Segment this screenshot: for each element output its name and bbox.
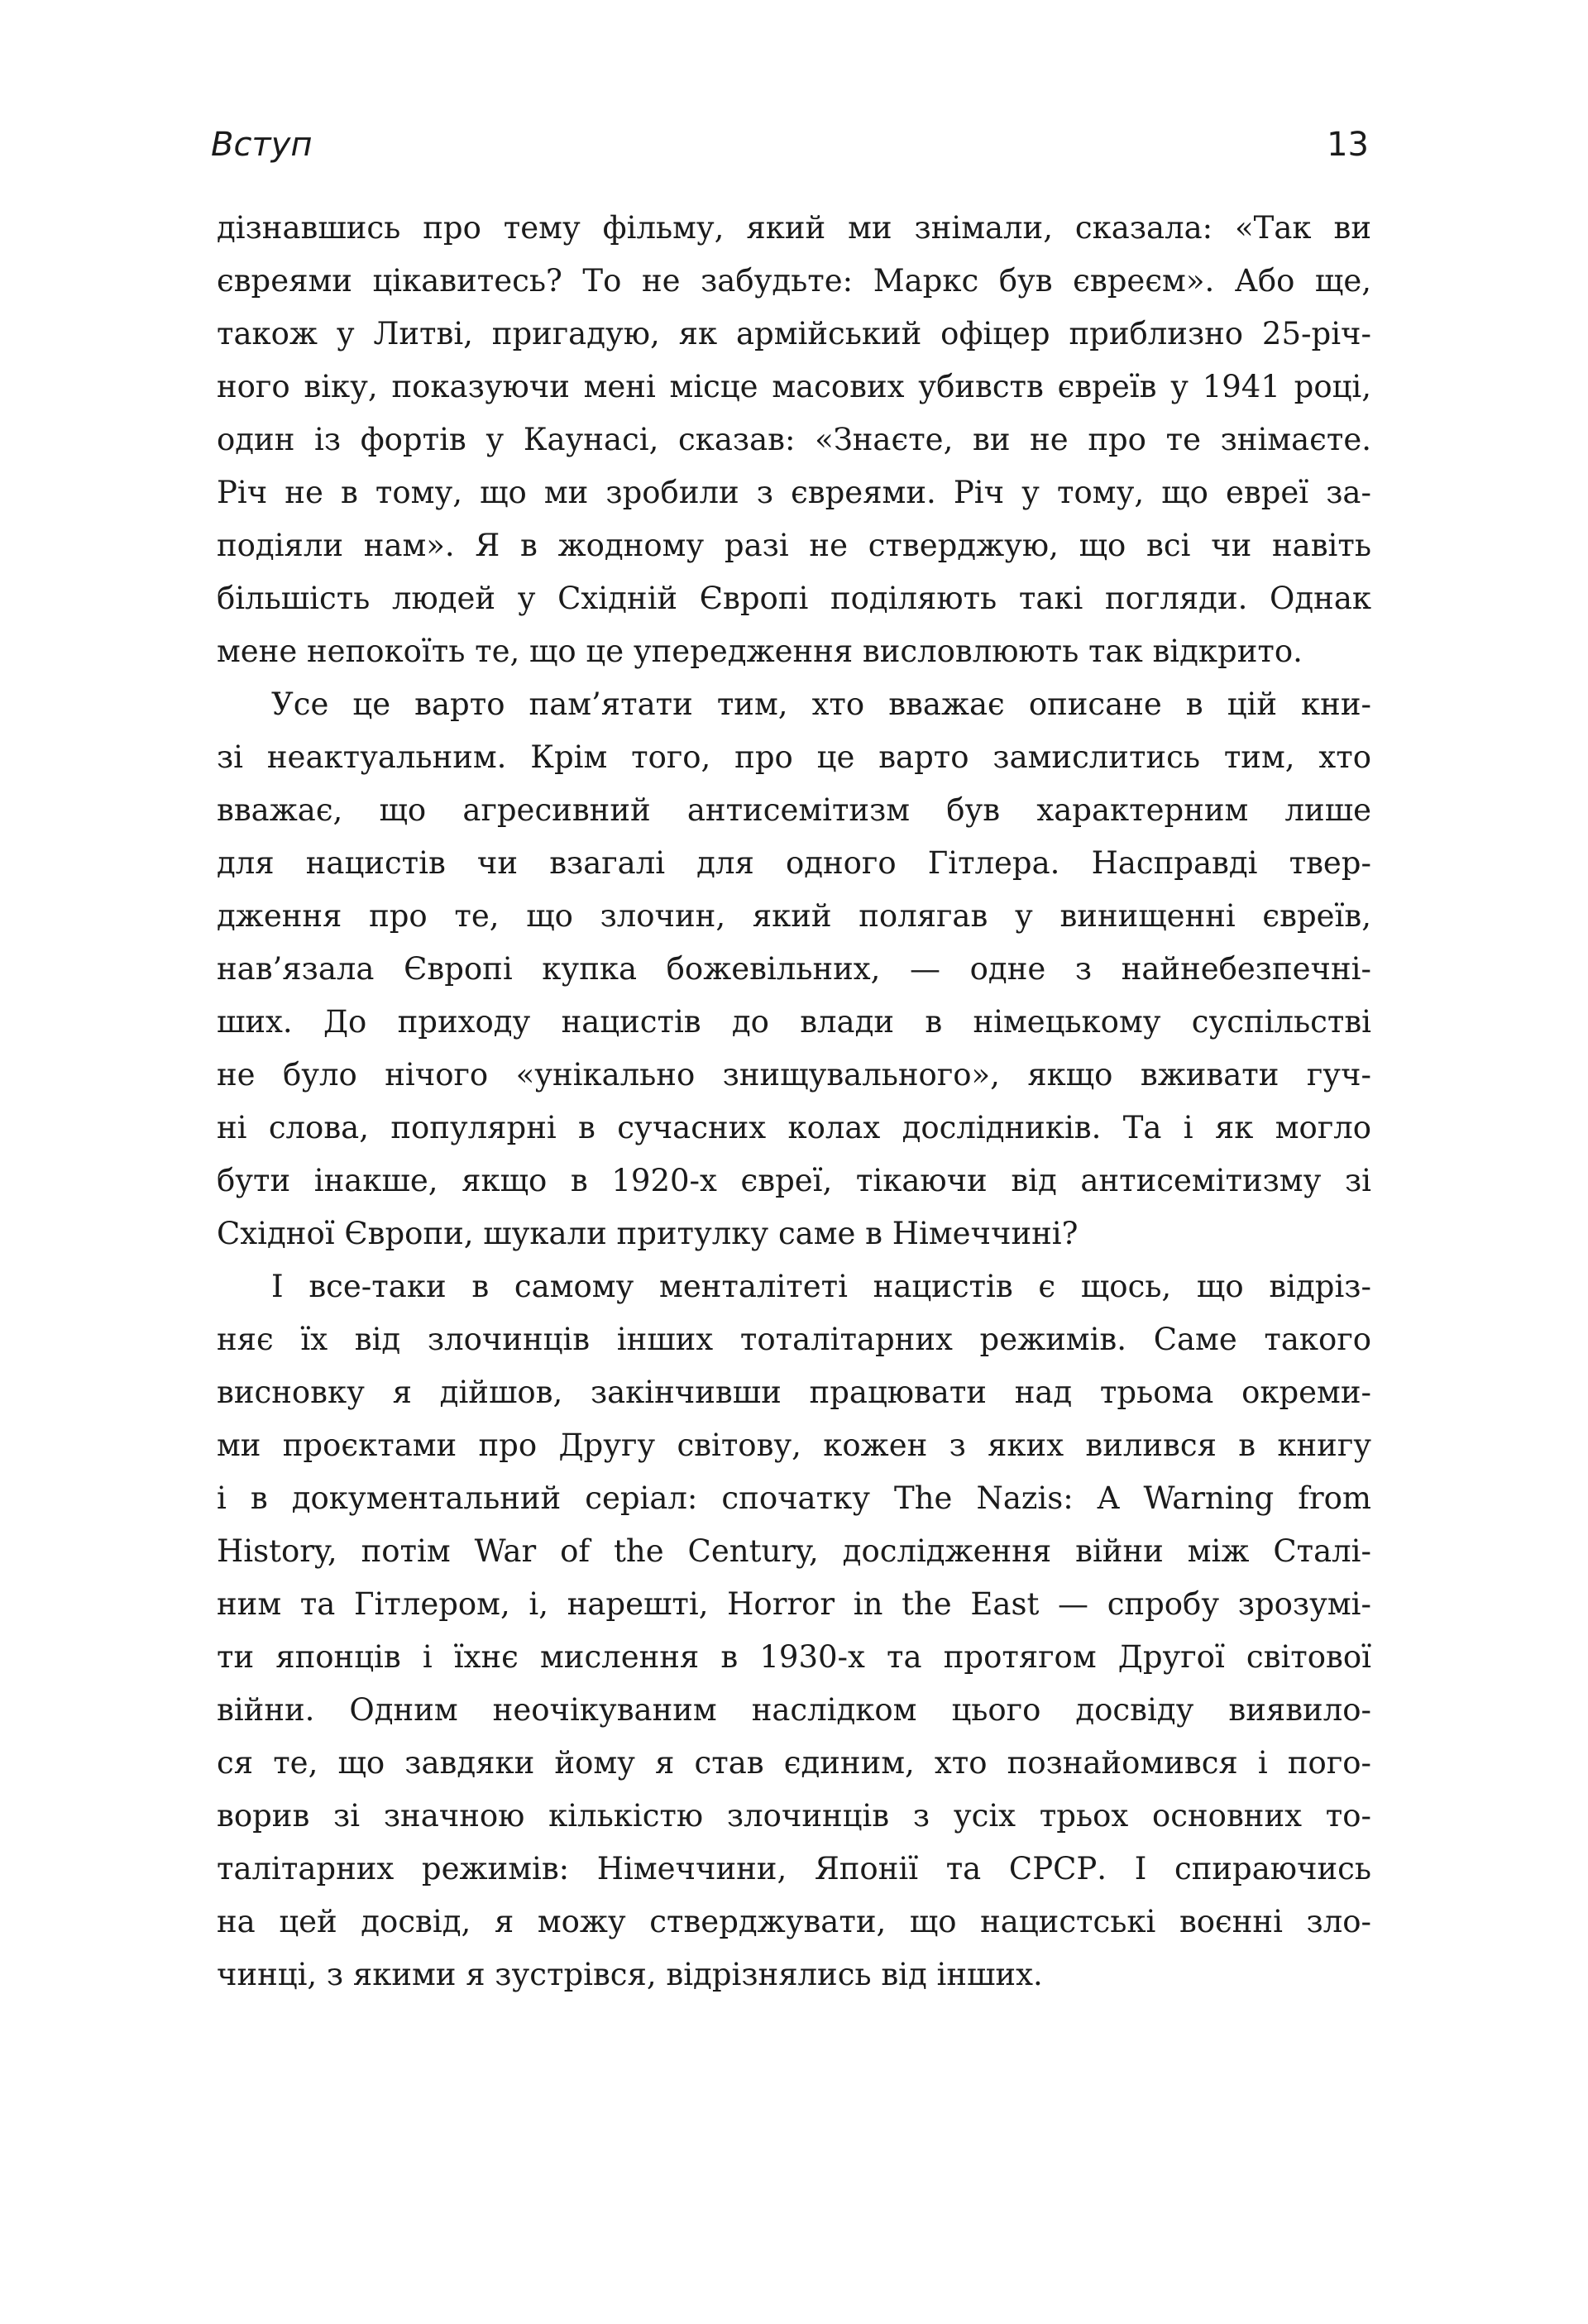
text-line: не було нічого «унікально знищувального», якщо вживати гуч- — [217, 1057, 1371, 1093]
page-number: 13 — [1327, 126, 1369, 164]
text-line: ного віку, показуючи мені місце масових убивств євреїв у 1941 році, — [217, 369, 1371, 404]
text-line: ших. До приходу нацистів до влади в німецькому суспільстві — [217, 1004, 1371, 1040]
text-line: History, потім War of the Century, дослідження війни між Сталі- — [217, 1533, 1371, 1569]
text-line: також у Литві, пригадую, як армійський офіцер приблизно 25-річ- — [217, 316, 1371, 351]
text-line: ми проєктами про Другу світову, кожен з яких вилився в книгу — [217, 1427, 1371, 1463]
text-line: Річ не в тому, що ми зробили з євреями. Річ у тому, що евреї за- — [217, 475, 1371, 510]
text-line: більшість людей у Східній Європі поділяють такі погляди. Однак — [217, 581, 1371, 616]
text-line: вважає, що агресивний антисемітизм був характерним лише — [217, 792, 1371, 828]
paragraph-first-line: І все-таки в самому менталітеті нацистів є щось, що відріз- — [271, 1269, 1371, 1304]
text-line: і в документальний серіал: спочатку The Nazis: A Warning from — [217, 1480, 1371, 1516]
text-line: ним та Гітлером, і, нарешті, Horror in the East — спробу зрозумі- — [217, 1586, 1371, 1622]
text-line: няє їх від злочинців інших тоталітарних режимів. Саме такого — [217, 1322, 1371, 1357]
text-line: ворив зі значною кількістю злочинців з усіх трьох основних то- — [217, 1798, 1371, 1834]
text-line: бути інакше, якщо в 1920-х євреї, тікаючи від антисемітизму зі — [217, 1163, 1371, 1198]
text-line: висновку я дійшов, закінчивши працювати над трьома окреми- — [217, 1375, 1371, 1410]
text-line: ся те, що завдяки йому я став єдиним, хто познайомився і пого- — [217, 1745, 1371, 1781]
body-text — [217, 202, 1371, 2001]
text-line: на цей досвід, я можу стверджувати, що нацистські воєнні зло- — [217, 1904, 1371, 1939]
paragraph-last-line: Східної Європи, шукали притулку саме в Німеччині? — [217, 1216, 1079, 1251]
text-line: зі неактуальним. Крім того, про це варто замислитись тим, хто — [217, 739, 1371, 775]
paragraph-last-line: мене непокоїть те, що це упередження висловлюють так відкрито. — [217, 634, 1303, 669]
text-line: талітарних режимів: Німеччини, Японії та СРСР. І спираючись — [217, 1851, 1371, 1886]
text-line: ти японців і їхнє мислення в 1930-х та протягом Другої світової — [217, 1639, 1371, 1675]
text-line: для нацистів чи взагалі для одного Гітлера. Насправді твер- — [217, 845, 1371, 881]
text-line: подіяли нам». Я в жодному разі не стверджую, що всі чи навіть — [217, 528, 1371, 563]
text-line: ні слова, популярні в сучасних колах дослідників. Та і як могло — [217, 1110, 1371, 1145]
text-line: нав’язала Європі купка божевільних, — одне з найнебезпечні- — [217, 951, 1371, 987]
text-line: дження про те, що злочин, який полягав у винищенні євреїв, — [217, 898, 1371, 934]
section-title: Вступ — [211, 126, 313, 164]
running-head — [211, 120, 1369, 170]
text-line: євреями цікавитесь? То не забудьте: Маркс був євреєм». Або ще, — [217, 263, 1371, 299]
text-line: один із фортів у Каунасі, сказав: «Знаєте, ви не про те знімаєте. — [217, 422, 1371, 457]
paragraph-first-line: Усе це варто пам’ятати тим, хто вважає описане в цій кни- — [271, 686, 1371, 722]
text-line: дізнавшись про тему фільму, який ми знімали, сказала: «Так ви — [217, 210, 1371, 246]
paragraph-last-line: чинці, з якими я зустрівся, відрізнялись від інших. — [217, 1957, 1043, 1992]
text-line: війни. Одним неочікуваним наслідком цього досвіду виявило- — [217, 1692, 1371, 1728]
